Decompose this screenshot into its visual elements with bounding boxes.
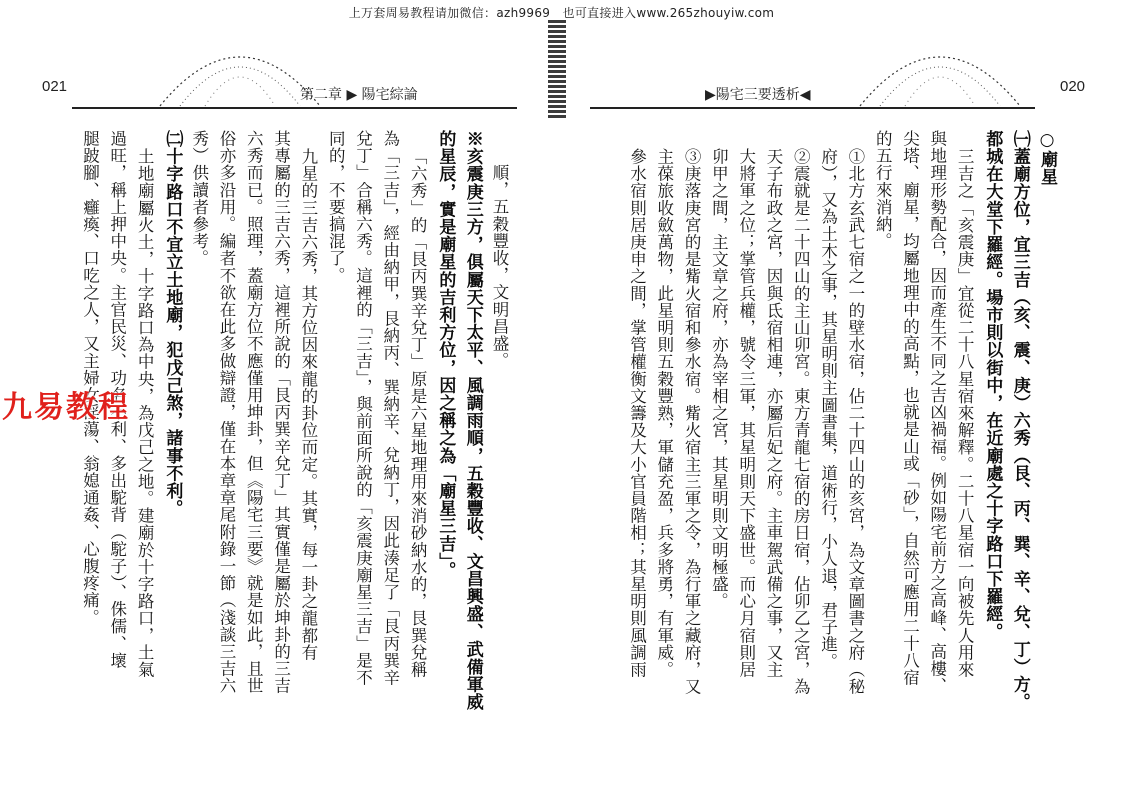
right-running-header: ▶陽宅三要透析◀: [705, 87, 811, 103]
left-page-column: ※亥震庚三方，俱屬天下太平、風調雨順，五穀豐收、文昌興盛、武備軍威: [462, 130, 483, 711]
left-page-column: 過旺，稱上押中央。主官民災、功名不利、多出駝背（駝子）、侏儒、壞: [107, 130, 127, 669]
right-page-column: 卯甲之間，主文章之府，亦為宰相之宮，其星明則文明極盛。: [709, 148, 729, 610]
book-spine: [548, 20, 566, 120]
left-page-column: 「六秀」的「艮丙巽辛兌丁」原是六星地理用來消砂納水的，艮巽兌稱: [408, 148, 428, 679]
right-page-column: 的五行來消納。: [873, 130, 893, 250]
left-page-column: 土地廟屬火土，十字路口為中央，為戊己之地。建廟於十字路口，土氣: [135, 148, 155, 679]
right-page-column: 府），又為土木之事，其星明則主圖書集，道術行，小人退，君子進。: [818, 148, 838, 670]
right-page-column: 參水宿則居庚申之間，掌管權衡文籌及大小官員階相；其星明則風調雨: [627, 148, 647, 679]
right-page-column: 尖塔、廟星，均屬地理中的高點，也就是山或「砂」，自然可應用二十八宿: [900, 130, 920, 687]
right-page-column: 與地理形勢配合，因而產生不同之吉凶禍福。例如陽宅前方之高峰、高樓、: [927, 130, 947, 695]
left-page-column: 兌丁」合稱六秀。這裡的「三吉」，與前面所說的「亥震庚廟星三吉」是不: [353, 130, 373, 687]
left-page-column: 腿跛腳、癰瘓、口吃之人，又主婦女淫蕩、翁媳通姦、心腹疼痛。: [80, 130, 100, 626]
left-page-column: 的星辰，實是廟星的吉利方位，因之稱之為「廟星三吉」。: [435, 130, 456, 580]
right-header-ornament: [850, 18, 1030, 108]
left-page-column: 秀）供讀者參考。: [189, 130, 209, 267]
right-page-column: ③庚落庚宮的是觜火宿和參水宿。觜火宿主三軍之令，為行軍之藏府，又: [682, 148, 702, 696]
right-page-column: ㈠蓋廟方位，宜三吉（亥、震、庚）六秀（艮、丙、巽、辛、兌、丁）方。: [1009, 130, 1030, 711]
left-page-column: 九星的三吉六秀，其方位因來龍的卦位而定。其實，每一卦之龍都有: [298, 148, 318, 661]
right-page-column: 天子布政之宮，因與氐宿相連，亦屬后妃之府。主車駕武備之事，又主: [764, 148, 783, 679]
right-page-column: 都城在大堂下羅經。場市則以街中，在近廟處之十字路口下羅經。: [982, 130, 1003, 641]
right-header-rule: [590, 107, 1035, 109]
left-page-column: ㈡十字路口不宜立土地廟，犯戊己煞，諸事不利。: [162, 130, 183, 518]
right-page-column: ○廟星: [1037, 130, 1057, 186]
left-page-column: 同的，不要搞混了。: [326, 130, 346, 284]
left-running-header: 第二章 ▶ 陽宅綜論: [300, 87, 418, 103]
left-page-column: 俗亦多沿用。編者不欲在此多做辯證，僅在本章章尾附錄一節（淺談三吉六: [217, 130, 236, 695]
watermark-text: 上万套周易教程请加微信：azh9969 也可直接进入www.265zhouyiw.com: [348, 6, 775, 20]
right-page-column: 三吉之「亥震庚」宜從二十八星宿來解釋。二十八星宿一向被先人用來: [955, 148, 975, 679]
right-page-column: 大將軍之位；掌管兵權，號令三軍，其星明則天下盛世。而心月宿則居: [736, 148, 756, 679]
left-page-column: 六秀而已。照理，蓋廟方位不應僅用坤卦，但《陽宅三要》就是如此，且世: [244, 130, 264, 695]
right-page-column: 主葆旅收斂萬物，此星明則五穀豐熟，軍儲充盈，兵多將勇，有軍威。: [654, 148, 674, 679]
left-page-number: 021: [42, 78, 68, 95]
left-page-column: 順，五穀豐收，文明昌盛。: [490, 164, 509, 370]
right-page-column: ②震就是二十四山的主山卯宮。東方青龍七宿的房日宿，佔卯乙之宮，為: [791, 148, 811, 696]
left-header-rule: [72, 107, 517, 109]
brand-stamp-text: 九易教程: [2, 390, 130, 425]
right-page-number: 020: [1060, 78, 1086, 95]
left-page-column: 其專屬的三吉六秀，這裡所說的「艮丙巽辛兌丁」其實僅是屬於坤卦的三吉: [271, 130, 291, 695]
right-page-column: ①北方玄武七宿之一的壁水宿，佔二十四山的亥宮，為文章圖書之府（秘: [845, 148, 865, 696]
left-page-column: 為「三吉」，經由納甲，艮納丙、巽納辛、兌納丁，因此湊足了「艮丙巽辛: [380, 130, 400, 687]
